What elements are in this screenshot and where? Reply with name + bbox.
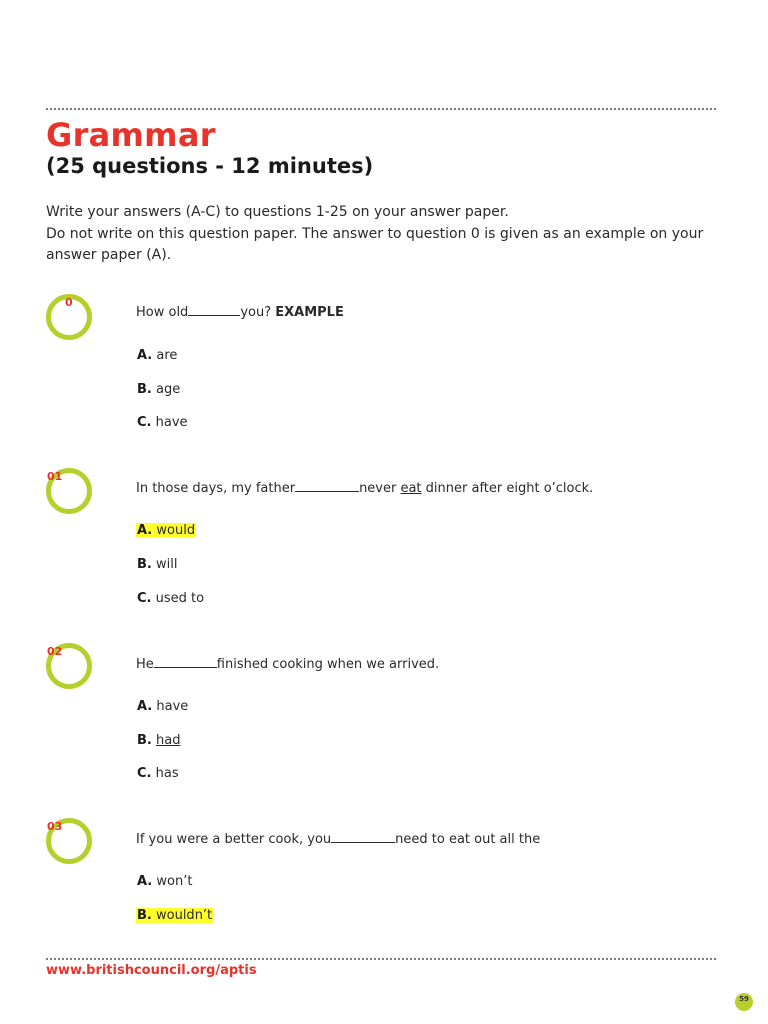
option-c: C. used to	[137, 591, 205, 606]
instruction-line-2: Do not write on this question paper. The answer to question 0 is given as an example on your answer paper (A).	[46, 225, 704, 263]
option-c: C. have	[137, 415, 188, 430]
question-text: He finished cooking when we arrived.	[136, 657, 440, 672]
question-number: 03	[47, 820, 63, 833]
option-b-highlighted: B. wouldn’t	[137, 908, 213, 923]
option-a: A. are	[137, 348, 178, 363]
question-number: 02	[47, 645, 63, 658]
question-text: If you were a better cook, you need to eat out all the	[136, 832, 541, 847]
answer-blank	[331, 831, 395, 843]
footer-website-link[interactable]: www.britishcouncil.org/aptis	[46, 963, 257, 978]
top-divider	[46, 108, 716, 110]
section-subtitle: (25 questions - 12 minutes)	[46, 154, 374, 178]
option-a: A. won’t	[137, 874, 193, 889]
option-c: C. has	[137, 766, 179, 781]
underlined-word: eat	[400, 481, 422, 496]
option-a-highlighted: A. would	[137, 523, 196, 538]
question-number: 01	[47, 470, 63, 483]
question-text: In those days, my father never eat dinner after eight o’clock.	[136, 481, 594, 496]
option-b: B. had	[137, 733, 181, 748]
bottom-divider	[46, 958, 716, 960]
option-a: A. have	[137, 699, 189, 714]
option-b: B. age	[137, 382, 181, 397]
answer-blank	[188, 304, 240, 316]
instruction-line-1: Write your answers (A-C) to questions 1-25 on your answer paper.	[46, 204, 509, 220]
page-number-badge: 59	[735, 993, 753, 1011]
instructions	[46, 202, 716, 267]
answer-blank	[154, 656, 217, 668]
option-b: B. will	[137, 557, 178, 572]
example-tag: EXAMPLE	[275, 305, 344, 320]
question-number: 0	[65, 296, 73, 309]
question-text: How old you? EXAMPLE	[136, 305, 344, 320]
section-title: Grammar	[46, 116, 216, 154]
answer-blank	[295, 480, 359, 492]
